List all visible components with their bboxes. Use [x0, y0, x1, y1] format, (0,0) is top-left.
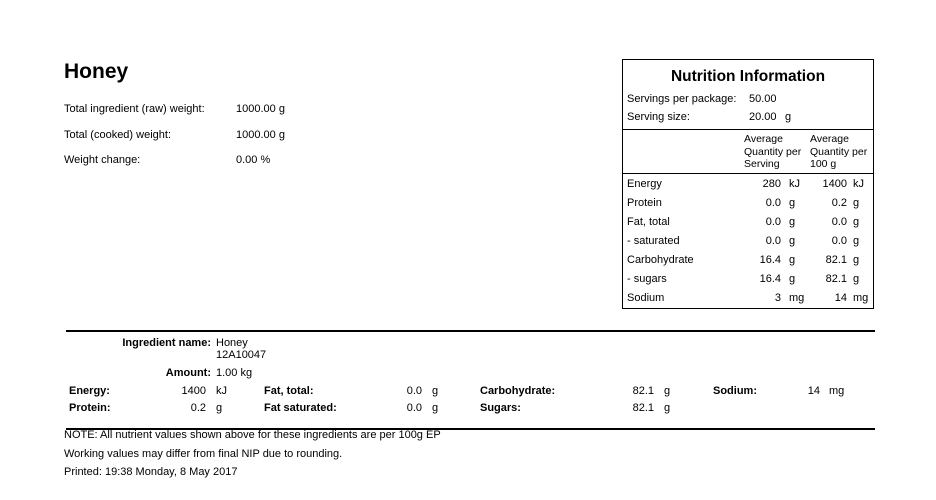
- nip-row-per100-unit: g: [853, 273, 860, 285]
- fat-total-value: 0.0: [406, 385, 422, 397]
- sugars-label: Sugars:: [480, 402, 521, 414]
- nip-row-serving-unit: kJ: [789, 178, 800, 190]
- nip-divider: [623, 173, 873, 174]
- nip-row-fat-total: [627, 216, 869, 232]
- nip-row-serving-unit: mg: [789, 292, 805, 304]
- nutrition-information-panel: [622, 59, 874, 309]
- servings-per-package-label: Servings per package:: [627, 93, 737, 105]
- nip-row-carbohydrate: [627, 254, 869, 270]
- ingredient-name-label: Ingredient name:: [122, 337, 211, 349]
- servings-per-package-value: 50.00: [749, 93, 777, 105]
- nip-row-name: Carbohydrate: [627, 254, 694, 266]
- fat-total-label: Fat, total:: [264, 385, 314, 397]
- serving-size-value: 20.00: [749, 111, 777, 123]
- nip-row-serving: 280: [762, 178, 781, 190]
- note-rounding: Working values may differ from final NIP due to rounding.: [64, 448, 343, 460]
- carbohydrate-unit: g: [664, 385, 671, 397]
- fat-saturated-unit: g: [432, 402, 439, 414]
- nip-row-per100-unit: g: [853, 216, 860, 228]
- page-title: Honey: [64, 60, 129, 83]
- nip-row-name: Energy: [627, 178, 662, 190]
- fat-saturated-label: Fat saturated:: [264, 402, 337, 414]
- section-divider-top: [66, 330, 875, 332]
- protein-unit: g: [216, 402, 223, 414]
- sodium-label: Sodium:: [713, 385, 757, 397]
- amount-value: 1.00 kg: [216, 367, 253, 379]
- nip-header-per-serving: Average Quantity per Serving: [744, 133, 802, 170]
- nip-row-serving: 3: [774, 292, 781, 304]
- nip-title: Nutrition Information: [670, 68, 826, 85]
- nip-row-sugars: [627, 273, 869, 289]
- nip-row-serving-unit: g: [789, 273, 796, 285]
- servings-per-package-row: [627, 93, 869, 109]
- nip-row-serving-unit: g: [789, 216, 796, 228]
- weight-change-label: Weight change:: [64, 154, 141, 166]
- nip-row-energy: [627, 178, 869, 194]
- nip-row-protein: [627, 197, 869, 213]
- sugars-unit: g: [664, 402, 671, 414]
- nip-row-saturated: [627, 235, 869, 251]
- weight-change-value: 0.00 %: [236, 154, 271, 166]
- nip-row-sodium: [627, 292, 869, 308]
- nip-row-name: - saturated: [627, 235, 680, 247]
- nip-row-name: Fat, total: [627, 216, 670, 228]
- fat-saturated-value: 0.0: [406, 402, 422, 414]
- cooked-weight-label: Total (cooked) weight:: [64, 129, 171, 141]
- nip-row-per100-unit: g: [853, 197, 860, 209]
- nip-row-serving: 16.4: [759, 273, 781, 285]
- nip-header-per-100g: Average Quantity per 100 g: [810, 133, 868, 170]
- energy-label: Energy:: [69, 385, 110, 397]
- printed-timestamp: Printed: 19:38 Monday, 8 May 2017: [64, 466, 238, 478]
- serving-size-unit: g: [785, 111, 792, 123]
- nip-row-per100: 0.0: [831, 216, 847, 228]
- nip-row-serving-unit: g: [789, 197, 796, 209]
- sugars-value: 82.1: [632, 402, 654, 414]
- energy-value: 1400: [181, 385, 206, 397]
- nip-row-serving-unit: g: [789, 254, 796, 266]
- carbohydrate-label: Carbohydrate:: [480, 385, 556, 397]
- nip-row-per100-unit: g: [853, 254, 860, 266]
- cooked-weight-value: 1000.00 g: [236, 129, 285, 141]
- ingredient-code: 12A10047: [216, 349, 267, 361]
- fat-total-unit: g: [432, 385, 439, 397]
- nip-row-name: - sugars: [627, 273, 667, 285]
- nip-row-per100-unit: mg: [853, 292, 869, 304]
- nip-divider: [623, 129, 873, 130]
- nip-row-per100: 0.0: [831, 235, 847, 247]
- nip-row-per100: 14: [834, 292, 847, 304]
- sodium-value: 14: [807, 385, 820, 397]
- nip-row-serving: 0.0: [765, 235, 781, 247]
- raw-weight-label: Total ingredient (raw) weight:: [64, 103, 205, 115]
- serving-size-row: [627, 111, 869, 127]
- amount-label: Amount:: [165, 367, 211, 379]
- nip-row-per100: 82.1: [825, 254, 847, 266]
- sodium-unit: mg: [829, 385, 845, 397]
- nip-row-per100-unit: kJ: [853, 178, 864, 190]
- nip-row-per100: 0.2: [831, 197, 847, 209]
- serving-size-label: Serving size:: [627, 111, 690, 123]
- energy-unit: kJ: [216, 385, 227, 397]
- nip-row-serving: 0.0: [765, 216, 781, 228]
- nip-row-per100-unit: g: [853, 235, 860, 247]
- protein-label: Protein:: [69, 402, 111, 414]
- raw-weight-value: 1000.00 g: [236, 103, 285, 115]
- nip-row-name: Sodium: [627, 292, 665, 304]
- nip-row-per100: 1400: [822, 178, 847, 190]
- protein-value: 0.2: [190, 402, 206, 414]
- nip-row-serving: 0.0: [765, 197, 781, 209]
- nip-row-serving: 16.4: [759, 254, 781, 266]
- nip-row-serving-unit: g: [789, 235, 796, 247]
- ingredient-name-value: Honey: [216, 337, 248, 349]
- carbohydrate-value: 82.1: [632, 385, 654, 397]
- nip-row-per100: 82.1: [825, 273, 847, 285]
- note-per-100g: NOTE: All nutrient values shown above for these ingredients are per 100g EP: [64, 429, 441, 441]
- nip-row-name: Protein: [627, 197, 662, 209]
